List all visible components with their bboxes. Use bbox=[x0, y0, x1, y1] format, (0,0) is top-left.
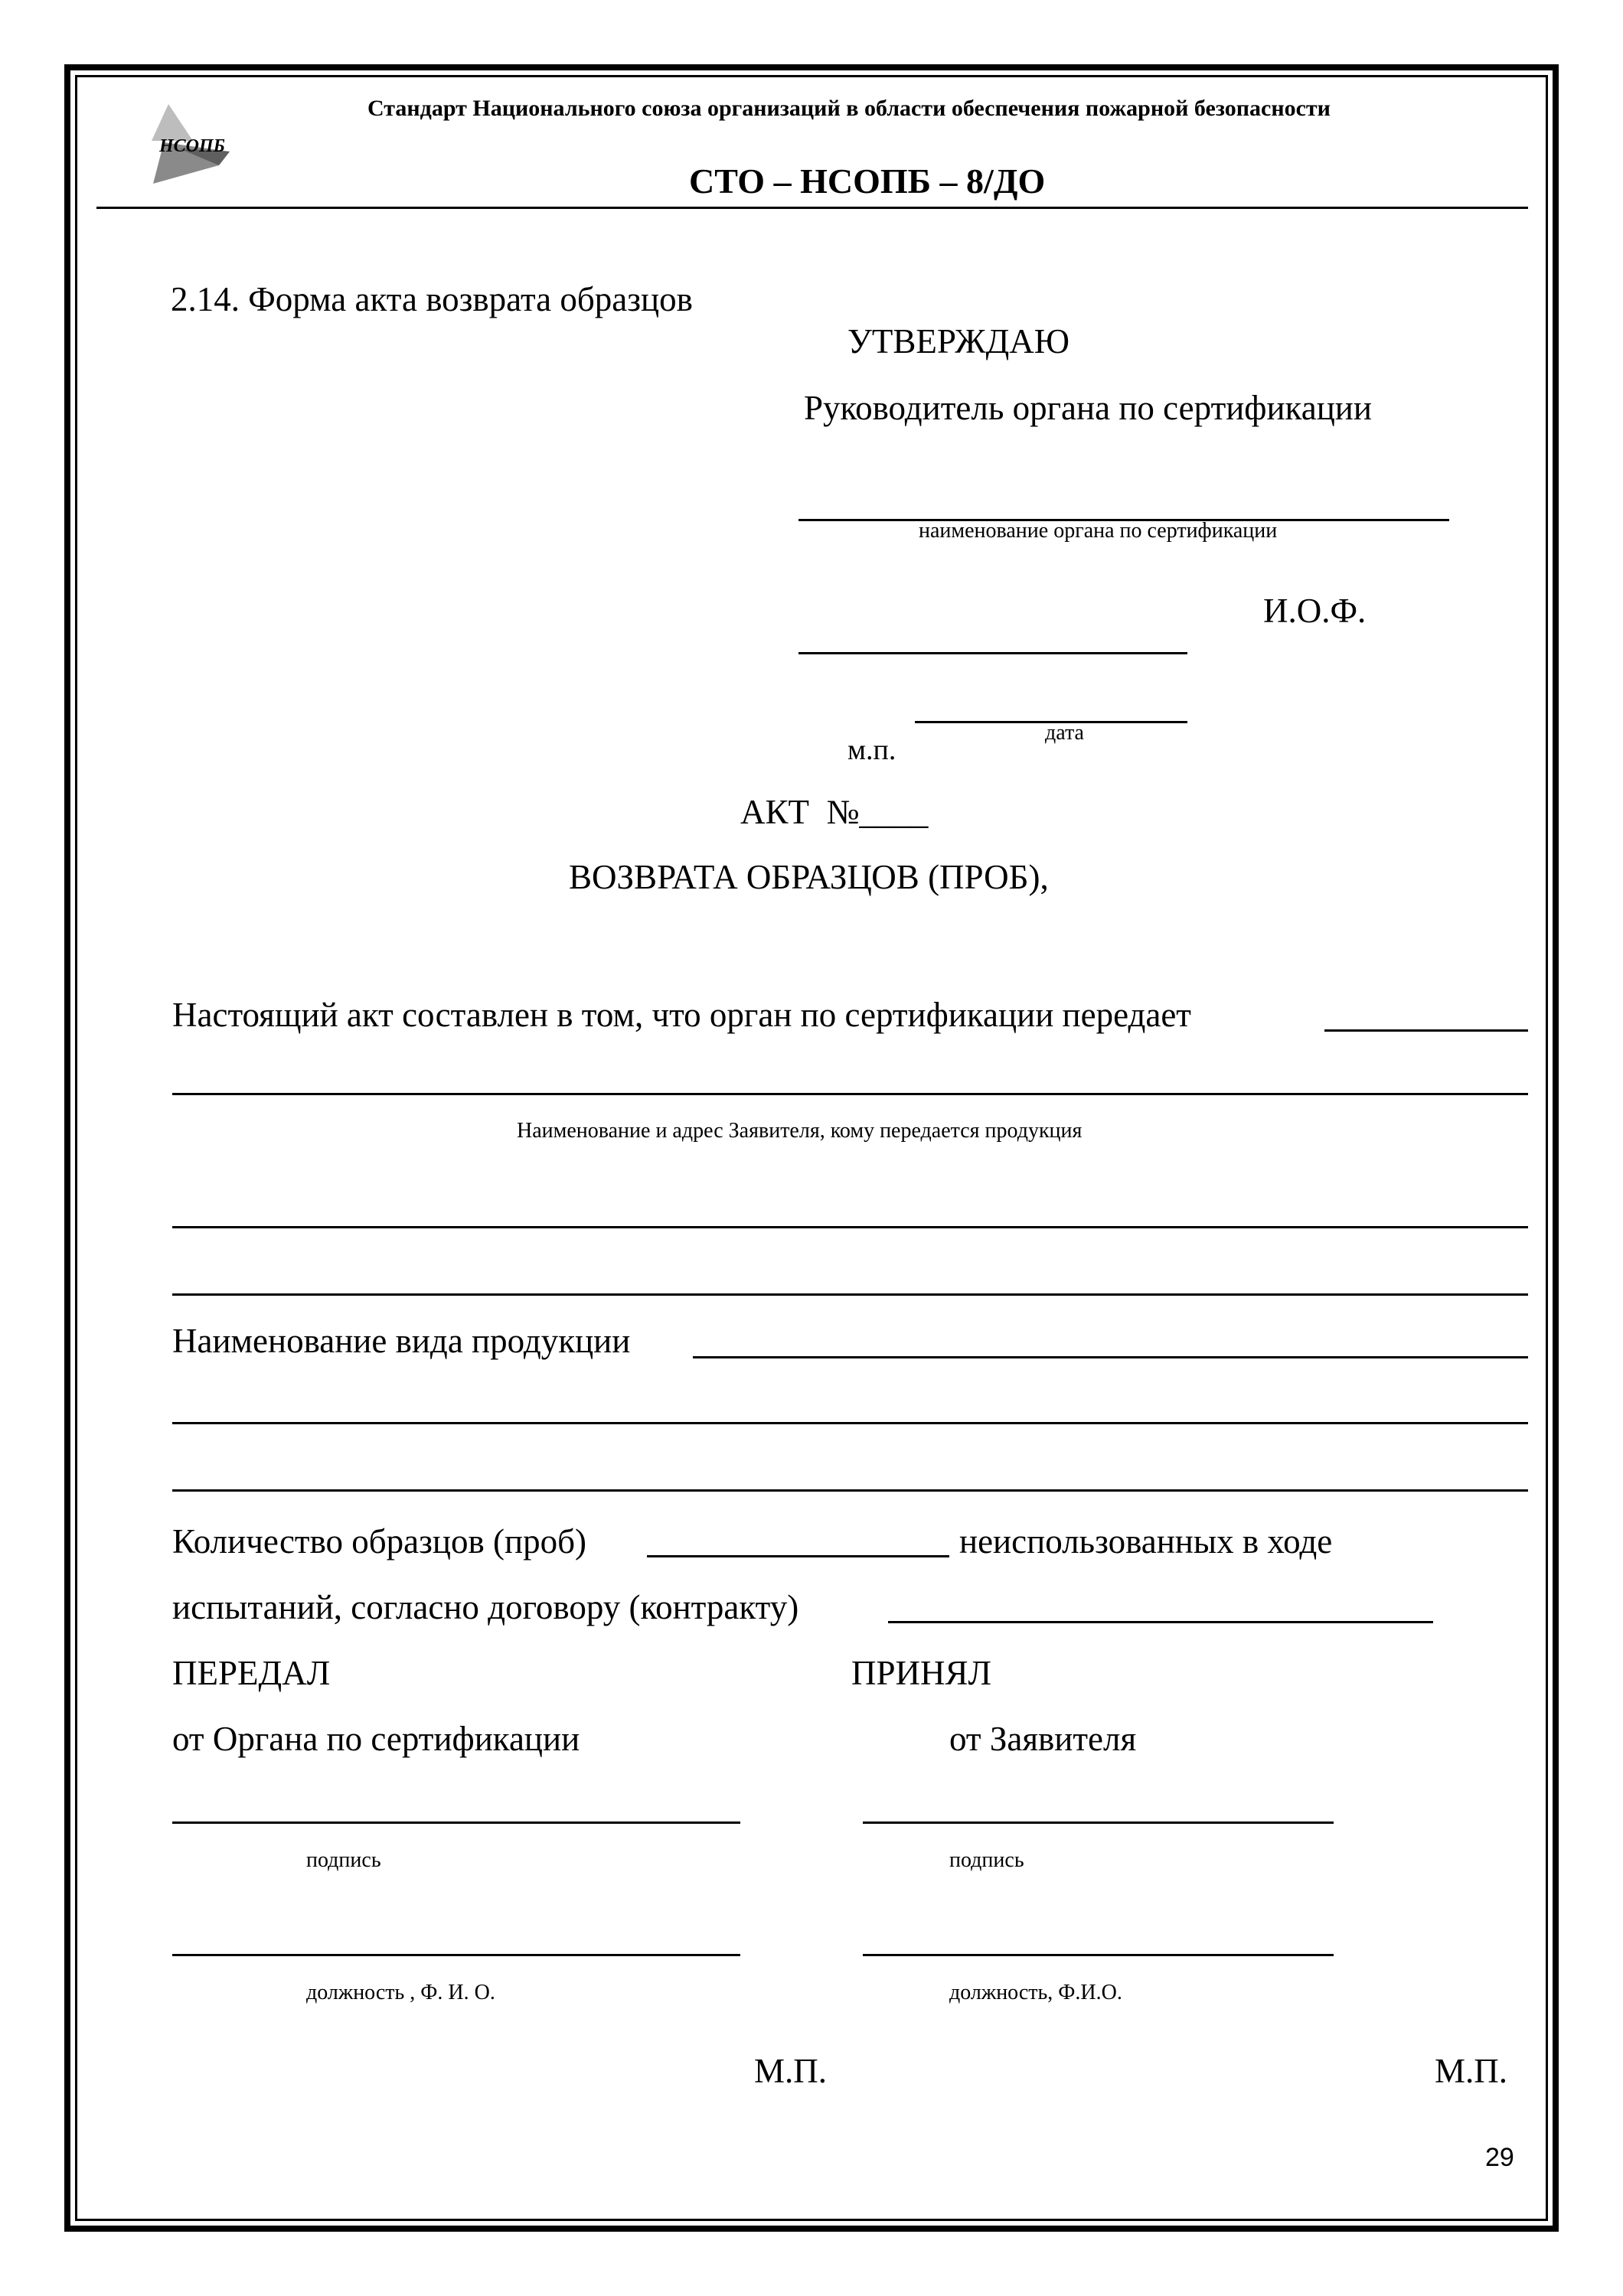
doc-code: СТО – НСОПБ – 8/ДО bbox=[689, 161, 1046, 201]
handed-over-heading: ПЕРЕДАЛ bbox=[172, 1654, 331, 1692]
org-title: Стандарт Национального союза организаций в области обеспечения пожарной безопасности bbox=[367, 96, 1331, 121]
contract-line[interactable] bbox=[888, 1621, 1433, 1623]
product-line-2[interactable] bbox=[172, 1422, 1528, 1424]
section-title: 2.14. Форма акта возврата образцов bbox=[171, 280, 693, 318]
product-label: Наименование вида продукции bbox=[172, 1322, 631, 1360]
quantity-suffix: неиспользованных в ходе bbox=[959, 1522, 1333, 1561]
contract-label: испытаний, согласно договору (контракту) bbox=[172, 1588, 799, 1626]
right-position-name-line[interactable] bbox=[863, 1954, 1334, 1956]
left-position-name-line[interactable] bbox=[172, 1954, 740, 1956]
right-signature-caption: подпись bbox=[949, 1848, 1024, 1872]
left-signature-line[interactable] bbox=[172, 1821, 740, 1824]
date-caption: дата bbox=[1045, 721, 1084, 745]
left-stamp-place: М.П. bbox=[754, 2052, 828, 2090]
applicant-line-2[interactable] bbox=[172, 1226, 1528, 1228]
org-name-caption: наименование органа по сертификации bbox=[919, 519, 1278, 543]
quantity-line[interactable] bbox=[647, 1555, 949, 1557]
act-subtitle: ВОЗВРАТА ОБРАЗЦОВ (ПРОБ), bbox=[569, 858, 1049, 896]
transfer-recipient-line[interactable] bbox=[1324, 1029, 1528, 1032]
signature-line[interactable] bbox=[798, 652, 1187, 654]
right-signature-line[interactable] bbox=[863, 1821, 1334, 1824]
received-heading: ПРИНЯЛ bbox=[851, 1654, 992, 1692]
approver-title: Руководитель органа по сертификации bbox=[804, 389, 1372, 427]
nsopb-logo bbox=[145, 104, 237, 188]
from-applicant: от Заявителя bbox=[949, 1720, 1137, 1758]
page-number: 29 bbox=[1485, 2143, 1514, 2172]
left-position-name-caption: должность , Ф. И. О. bbox=[306, 1981, 495, 2004]
product-line-3[interactable] bbox=[172, 1489, 1528, 1492]
applicant-caption: Наименование и адрес Заявителя, кому передается продукция bbox=[517, 1119, 1083, 1143]
left-signature-caption: подпись bbox=[306, 1848, 381, 1872]
right-position-name-caption: должность, Ф.И.О. bbox=[949, 1981, 1122, 2004]
iof-label: И.О.Ф. bbox=[1263, 592, 1367, 630]
product-line-1[interactable] bbox=[693, 1356, 1528, 1358]
transfer-text: Настоящий акт составлен в том, что орган по сертификации передает bbox=[172, 996, 1191, 1034]
quantity-label: Количество образцов (проб) bbox=[172, 1522, 586, 1561]
from-certification-body: от Органа по сертификации bbox=[172, 1720, 580, 1758]
stamp-place-label: м.п. bbox=[847, 734, 896, 766]
header-rule bbox=[96, 207, 1528, 209]
approve-heading: УТВЕРЖДАЮ bbox=[847, 322, 1070, 360]
act-title: АКТ №____ bbox=[740, 793, 929, 831]
right-stamp-place: М.П. bbox=[1435, 2052, 1508, 2090]
applicant-line-1[interactable] bbox=[172, 1093, 1528, 1095]
logo-text: НСОПБ bbox=[159, 136, 225, 156]
applicant-line-3[interactable] bbox=[172, 1293, 1528, 1296]
